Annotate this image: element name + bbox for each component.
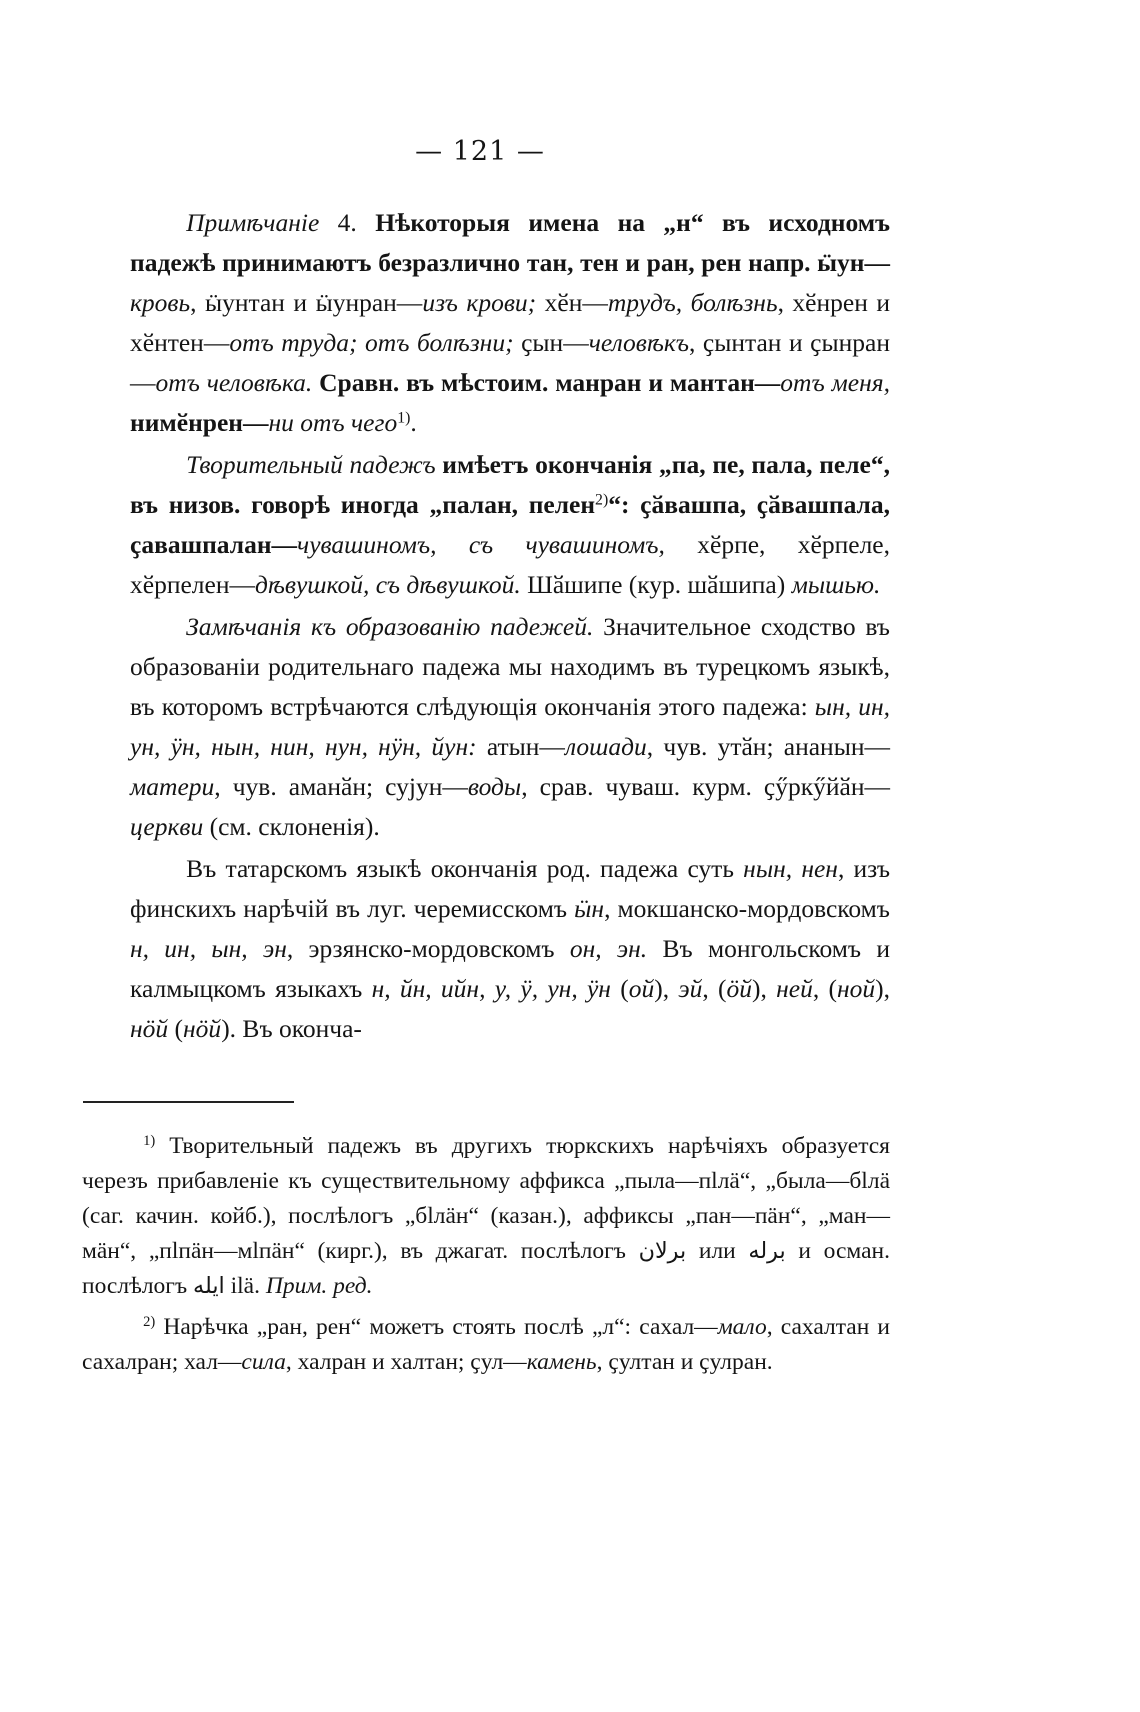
text-run: хӗрпе, хӗрпеле, хӗрпелен— (130, 530, 890, 599)
arabic-word: برلان (638, 1238, 687, 1264)
text-run: , ӹунтан и ӹунран— (190, 288, 423, 317)
text-run: ӧй (726, 974, 752, 1003)
text-run: ни отъ чего (268, 408, 398, 437)
footnote-ref: 1) (143, 1133, 156, 1149)
text-run: , чув. утӑн; ананын— (646, 732, 890, 761)
text-run: н, йн, ийн, у, ӱ, ун, ӱн (371, 974, 611, 1003)
text-run: Шӑшипе (кур. шӑшипа) (520, 570, 792, 599)
text-run: человѣкъ (588, 328, 689, 357)
paragraph-instrumental-case (130, 445, 890, 605)
text-run: камень (526, 1349, 597, 1375)
text-run: мало (717, 1314, 767, 1340)
text-run: Значительное сходство въ образованіи родительнаго падежа мы находимъ въ турецкомъ языкѣ, въ которомъ встрѣчаются слѣдующія окончанія этого падежа: (130, 612, 890, 721)
footnote-1 (82, 1129, 890, 1304)
text-run: . (410, 408, 417, 437)
main-text (130, 203, 890, 1049)
text-run: воды (467, 772, 522, 801)
arabic-word: ايله (192, 1273, 225, 1299)
text-run: , эрзянско-мордовскомъ (286, 934, 570, 963)
text-run: сила (241, 1349, 286, 1375)
text-run: отъ человѣка. (155, 368, 313, 397)
text-run: , ( (702, 974, 727, 1003)
text-run: Нарѣчка „ран, рен“ можетъ стоять послѣ „л“: сахал— (155, 1314, 718, 1340)
text-run: , сахалтан и сахалран; хал— (82, 1314, 891, 1375)
footnote-separator (83, 1101, 294, 1103)
text-run: , ҫынтан и ҫынран— (130, 328, 890, 397)
arabic-word: برله (748, 1238, 786, 1264)
footnote-ref: 1) (397, 409, 411, 427)
text-run: Сравн. въ мѣстоим. манран и мантан— (319, 368, 781, 397)
text-run: ын, ин, ун, ӱн, нын, нин, нун, нӱн, йун: (130, 692, 890, 761)
paragraph-tatar-endings (130, 849, 890, 1049)
text-run: нын, нен (743, 854, 838, 883)
text-run: ой (628, 974, 655, 1003)
text-run: ҫын— (513, 328, 589, 357)
text-run: ӹн (574, 894, 605, 923)
text-run: , ( (812, 974, 837, 1003)
text-run: атын— (476, 732, 565, 761)
text-run: эй (678, 974, 703, 1003)
text-run: ). Въ оконча- (221, 1014, 362, 1043)
text-run: , хӗнрен и хӗнтен— (130, 288, 891, 357)
text-run: и осман. послѣлогъ (82, 1238, 890, 1299)
text-run: ), (875, 974, 891, 1003)
text-run: Нѣкоторыя имена на „н“ въ исходномъ падежѣ принимаютъ безразлично тан, тен и ран, рен напр. ӹун— (130, 208, 890, 277)
footnote-2 (82, 1310, 890, 1380)
text-run: хӗн— (536, 288, 608, 317)
text-run: ней (776, 974, 813, 1003)
text-run: нӧй (130, 1014, 169, 1043)
text-run: ( (168, 1014, 184, 1043)
page-number: — 121 — (415, 136, 545, 167)
text-run: , халран и халтан; ҫул— (285, 1349, 527, 1375)
text-run: н, ин, ын, эн (130, 934, 287, 963)
text-run: изъ крови; (422, 288, 537, 317)
text-run: Въ монгольскомъ и калмыцкомъ языкахъ (130, 934, 891, 1003)
text-run: церкви (130, 812, 204, 841)
text-run: , срав. чуваш. курм. ҫӳркӳйӑн— (521, 772, 890, 801)
text-run: Въ татарскомъ языкѣ окончанія род. падежа суть (186, 854, 744, 883)
text-run: дѣвушкой, съ дѣвушкой. (254, 570, 521, 599)
text-run: лошади (564, 732, 647, 761)
text-run: трудъ, болѣзнь (607, 288, 778, 317)
text-run: Творительный падежъ въ другихъ тюркскихъ нарѣчіяхъ образуется черезъ прибавленіе къ существительному аффикса „пыла—пӏлӓ“, „была—бӏлӓ (саг. качин. койб.), послѣлогъ „бӏлӓн“ (казан.), аффиксы „пан—пӓн“, „ман—мӓн“, „пӏпӓн—мӏпӓн“ (кирг.), въ джагат. послѣлогъ (82, 1133, 890, 1264)
text-run: кровь (130, 288, 191, 317)
text-run: имѣетъ окончанія „па, пе, пала, пеле“, въ низов. говорѣ иногда „палан, пелен (130, 450, 891, 519)
text-run: ), (654, 974, 679, 1003)
text-run: Прим. ред. (265, 1273, 373, 1299)
text-run: , ҫултан и ҫулран. (596, 1349, 773, 1375)
text-run: , чув. аманӑн; суjун— (214, 772, 468, 801)
text-run: Творительный падежъ (186, 450, 436, 479)
text-run: он, эн. (569, 934, 648, 963)
text-run: (см. склоненія). (203, 812, 380, 841)
text-run: отъ труда; отъ болѣзни; (229, 328, 514, 357)
text-run: , изъ финскихъ нарѣчій въ луг. черемисскомъ (130, 854, 890, 923)
text-run: мышью. (791, 570, 881, 599)
footnote-ref: 2) (143, 1314, 156, 1330)
text-run: чувашиномъ, съ чувашиномъ, (297, 530, 665, 559)
footnote-ref: 2) (595, 491, 609, 509)
text-run: нӧй (183, 1014, 222, 1043)
text-run: 4. (319, 208, 376, 237)
text-run: отъ меня, (780, 368, 890, 397)
text-run: ( (610, 974, 629, 1003)
text-run: Примѣчаніе (186, 208, 320, 237)
text-run: матери (130, 772, 215, 801)
text-run: “: ҫӑвашпа, ҫӑвашпала, ҫавашпалан— (130, 490, 890, 559)
paragraph-case-remarks (130, 607, 890, 847)
text-run: , мокшанско-мордовскомъ (604, 894, 890, 923)
text-run: или (686, 1238, 749, 1264)
text-run: Замѣчанія къ образованію падежей. (186, 612, 594, 641)
text-run: нимӗнрен— (130, 408, 269, 437)
footnotes (82, 1129, 890, 1380)
text-run: ной (836, 974, 876, 1003)
text-run: ), (751, 974, 777, 1003)
text-run: ilä. (224, 1273, 266, 1299)
paragraph-note-4 (130, 203, 890, 443)
